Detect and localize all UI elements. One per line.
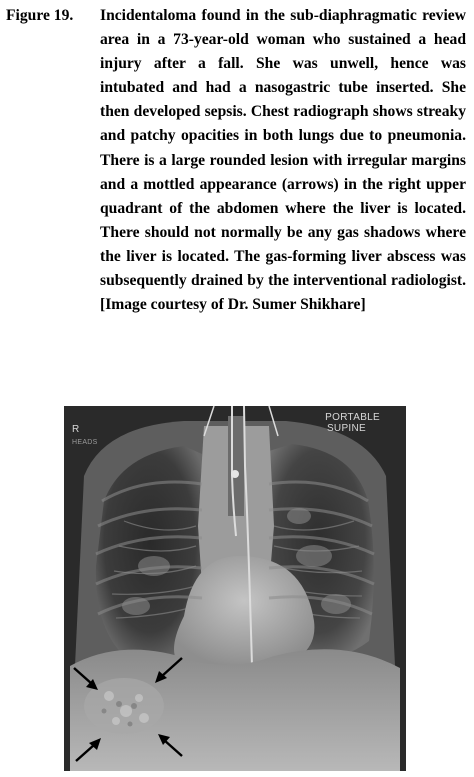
figure-label: Figure 19. xyxy=(6,7,74,24)
projection-label-portable: PORTABLE xyxy=(325,412,380,423)
chest-radiograph xyxy=(64,406,406,771)
projection-label-supine: SUPINE xyxy=(326,423,366,434)
figure-caption-block xyxy=(6,4,466,317)
figure-caption-text: Incidentaloma found in the sub-diaphragmatic review area in a 73-year-old woman who sustained a head injury after a fall. She was unwell, hence was intubated and had a nasogastric tube inserted. She then developed sepsis. Chest radiograph shows streaky and patchy opacities in both lungs due to pneumonia. There is a large rounded lesion with irregular margins and a mottled appearance (arrows) in the right upper quadrant of the abdomen where the liver is located. There should not normally be any gas shadows where the liver is located. The gas-forming liver abscess was subsequently drained by the interventional radiologist. [Image courtesy of Dr. Sumer Shikhare] xyxy=(100,7,466,314)
side-marker-sub: HEADS xyxy=(72,439,98,446)
radiograph-illustration xyxy=(64,406,406,771)
side-marker: R xyxy=(72,424,80,435)
